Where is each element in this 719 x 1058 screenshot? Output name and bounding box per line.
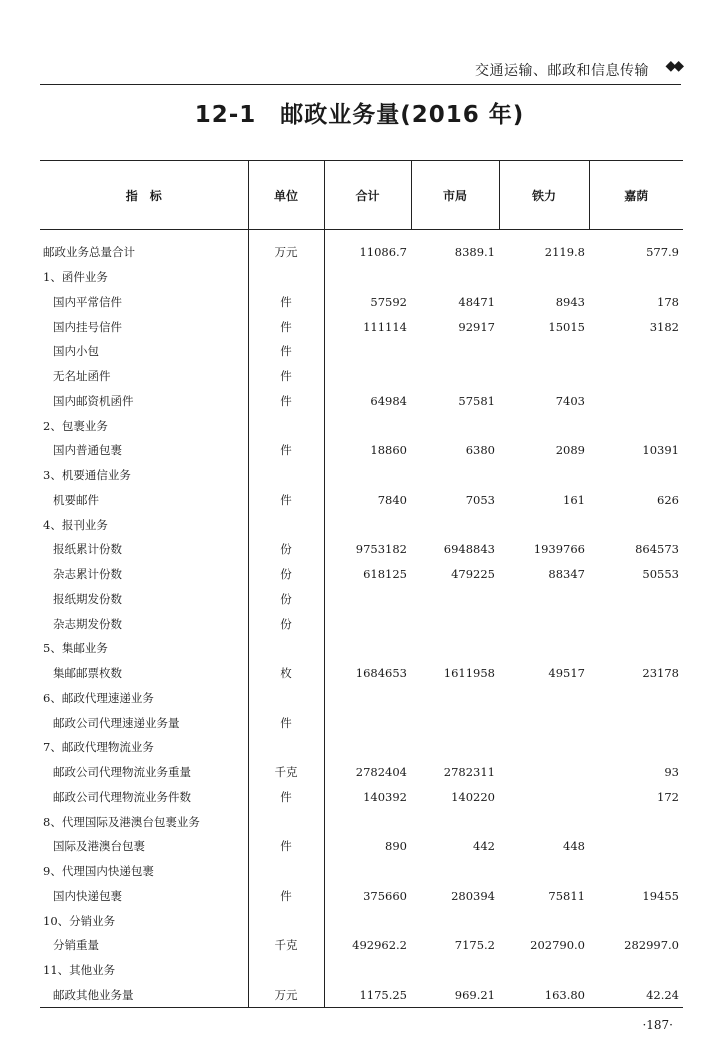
- row-tieli: 75811: [548, 888, 585, 903]
- row-city-bureau: [411, 735, 499, 760]
- row-label: 4、报刊业务: [43, 517, 108, 532]
- row-label: 邮政业务总量合计: [43, 245, 135, 260]
- table-row: [40, 809, 683, 834]
- row-unit: [248, 265, 324, 290]
- row-tieli: 7403: [555, 393, 585, 408]
- row-city-bureau: 7175.2: [454, 938, 495, 953]
- row-city-bureau: 6948843: [443, 542, 495, 557]
- row-jiayin: [589, 958, 683, 983]
- row-jiayin: [589, 389, 683, 414]
- row-tieli: 2119.8: [544, 245, 585, 260]
- row-label: 邮政其他业务量: [40, 983, 248, 1008]
- row-label: 7、邮政代理物流业务: [43, 740, 154, 755]
- row-unit: 件: [248, 488, 324, 513]
- row-city-bureau: [411, 512, 499, 537]
- row-jiayin: 10391: [642, 443, 679, 458]
- row-city-bureau: [411, 364, 499, 389]
- row-unit: 万元: [248, 983, 324, 1008]
- row-unit: 件: [248, 364, 324, 389]
- row-jiayin: [589, 364, 683, 389]
- row-label: 9、代理国内快递包裹: [43, 864, 154, 879]
- column-header-city-bureau: 市局: [411, 161, 499, 230]
- table-row: [40, 537, 683, 562]
- column-header-tieli: 铁力: [499, 161, 589, 230]
- row-total: [324, 735, 411, 760]
- row-tieli: 49517: [548, 666, 585, 681]
- column-header-unit: 单位: [248, 161, 324, 230]
- row-city-bureau: [411, 611, 499, 636]
- row-total: [324, 809, 411, 834]
- row-total: [324, 463, 411, 488]
- table-row: [40, 314, 683, 339]
- row-city-bureau: 442: [473, 839, 495, 854]
- row-total: [324, 636, 411, 661]
- row-unit: 千克: [248, 933, 324, 958]
- table-row: [40, 413, 683, 438]
- row-jiayin: 577.9: [646, 245, 679, 260]
- row-city-bureau: [411, 587, 499, 612]
- row-unit: [248, 512, 324, 537]
- statistics-table-container: [40, 160, 683, 1008]
- row-city-bureau: 48471: [458, 294, 495, 309]
- table-row: [40, 735, 683, 760]
- table-row: [40, 710, 683, 735]
- row-jiayin: [589, 339, 683, 364]
- row-label: 国际及港澳台包裹: [53, 839, 145, 854]
- row-total: 140392: [363, 789, 407, 804]
- row-tieli: [499, 339, 589, 364]
- row-total: 11086.7: [359, 245, 407, 260]
- row-jiayin: [589, 686, 683, 711]
- row-city-bureau: 2782311: [443, 765, 495, 780]
- row-tieli: [499, 413, 589, 438]
- row-jiayin: [589, 834, 683, 859]
- row-city-bureau: 6380: [465, 443, 495, 458]
- row-city-bureau: 280394: [451, 888, 495, 903]
- row-tieli: [499, 760, 589, 785]
- row-total: 7840: [377, 492, 407, 507]
- row-total: 64984: [370, 393, 407, 408]
- row-tieli: [499, 809, 589, 834]
- row-total: [324, 339, 411, 364]
- row-tieli: 163.80: [499, 983, 589, 1008]
- row-city-bureau: 1611958: [443, 666, 495, 681]
- row-city-bureau: [411, 710, 499, 735]
- row-total: 111114: [363, 319, 407, 334]
- row-label: 3、机要通信业务: [43, 468, 131, 483]
- row-label: 2、包裹业务: [43, 418, 108, 433]
- row-tieli: [499, 908, 589, 933]
- row-unit: 份: [248, 562, 324, 587]
- row-jiayin: [589, 512, 683, 537]
- row-city-bureau: [411, 686, 499, 711]
- page-number: ·187·: [642, 1018, 673, 1032]
- row-tieli: 2089: [555, 443, 585, 458]
- row-jiayin: [589, 587, 683, 612]
- row-jiayin: 626: [657, 492, 679, 507]
- row-label: 机要邮件: [53, 492, 99, 507]
- row-total: 2782404: [355, 765, 407, 780]
- row-jiayin: 50553: [642, 567, 679, 582]
- row-tieli: [499, 735, 589, 760]
- row-jiayin: [589, 809, 683, 834]
- table-row: [40, 230, 683, 265]
- table-row: [40, 636, 683, 661]
- row-total: [324, 587, 411, 612]
- row-tieli: [499, 265, 589, 290]
- row-jiayin: 23178: [642, 666, 679, 681]
- row-unit: [248, 908, 324, 933]
- table-header-row: [40, 161, 683, 230]
- table-row: [40, 884, 683, 909]
- table-row: [40, 933, 683, 958]
- row-unit: 件: [248, 834, 324, 859]
- table-row: [40, 834, 683, 859]
- row-jiayin: 42.24: [589, 983, 683, 1008]
- row-unit: 万元: [248, 230, 324, 265]
- table-row: [40, 661, 683, 686]
- row-unit: [248, 686, 324, 711]
- row-total: [324, 710, 411, 735]
- row-jiayin: 93: [664, 765, 679, 780]
- row-total: [324, 686, 411, 711]
- row-total: 1684653: [355, 666, 407, 681]
- row-label: 报纸累计份数: [53, 542, 122, 557]
- row-label: 邮政公司代理物流业务件数: [53, 789, 191, 804]
- row-total: [324, 413, 411, 438]
- row-jiayin: 3182: [649, 319, 679, 334]
- row-label: 1、函件业务: [43, 270, 108, 285]
- row-total: 18860: [370, 443, 407, 458]
- row-label: 6、邮政代理速递业务: [43, 690, 154, 705]
- row-unit: 件: [248, 339, 324, 364]
- row-unit: [248, 413, 324, 438]
- row-city-bureau: 8389.1: [454, 245, 495, 260]
- row-unit: 份: [248, 611, 324, 636]
- row-label: 报纸期发份数: [53, 591, 122, 606]
- row-tieli: [499, 785, 589, 810]
- row-unit: 份: [248, 587, 324, 612]
- column-header-indicator: 指 标: [40, 161, 248, 230]
- row-label: 无名址函件: [53, 369, 111, 384]
- row-tieli: [499, 364, 589, 389]
- row-jiayin: [589, 636, 683, 661]
- row-label: 分销重量: [53, 938, 99, 953]
- row-label: 国内挂号信件: [53, 319, 122, 334]
- row-jiayin: [589, 859, 683, 884]
- row-city-bureau: [411, 908, 499, 933]
- page-title: 12-1 邮政业务量(2016 年): [194, 102, 525, 128]
- row-city-bureau: [411, 636, 499, 661]
- row-tieli: 1939766: [533, 542, 585, 557]
- row-tieli: [499, 958, 589, 983]
- row-city-bureau: [411, 958, 499, 983]
- table-row: [40, 562, 683, 587]
- row-label: 国内平常信件: [53, 294, 122, 309]
- row-city-bureau: [411, 809, 499, 834]
- row-total: [324, 859, 411, 884]
- row-city-bureau: [411, 265, 499, 290]
- row-jiayin: [589, 611, 683, 636]
- row-label: 杂志期发份数: [53, 616, 122, 631]
- row-tieli: [499, 859, 589, 884]
- row-total: [324, 908, 411, 933]
- row-unit: 件: [248, 710, 324, 735]
- table-row: [40, 859, 683, 884]
- table-row: [40, 587, 683, 612]
- table-row: [40, 339, 683, 364]
- table-row: [40, 389, 683, 414]
- table-row: [40, 463, 683, 488]
- row-label: 邮政公司代理物流业务重量: [53, 765, 191, 780]
- row-label: 10、分销业务: [43, 913, 116, 928]
- row-label: 国内普通包裹: [53, 443, 122, 458]
- row-tieli: 88347: [548, 567, 585, 582]
- row-unit: 千克: [248, 760, 324, 785]
- row-unit: 件: [248, 389, 324, 414]
- row-jiayin: [589, 735, 683, 760]
- row-unit: 件: [248, 785, 324, 810]
- row-tieli: 8943: [555, 294, 585, 309]
- row-tieli: 15015: [548, 319, 585, 334]
- row-total: [324, 512, 411, 537]
- row-jiayin: [589, 463, 683, 488]
- row-city-bureau: 7053: [465, 492, 495, 507]
- postal-business-table: [40, 160, 683, 1008]
- row-unit: 件: [248, 438, 324, 463]
- chapter-title: 交通运输、邮政和信息传输: [475, 63, 649, 79]
- row-jiayin: 19455: [642, 888, 679, 903]
- row-unit: 件: [248, 314, 324, 339]
- row-city-bureau: 969.21: [411, 983, 499, 1008]
- row-jiayin: 282997.0: [624, 938, 679, 953]
- row-total: 890: [385, 839, 407, 854]
- row-tieli: 448: [563, 839, 585, 854]
- table-row: [40, 488, 683, 513]
- row-total: 57592: [370, 294, 407, 309]
- row-unit: [248, 958, 324, 983]
- row-tieli: [499, 686, 589, 711]
- row-total: 618125: [363, 567, 407, 582]
- running-header: [40, 56, 681, 85]
- row-city-bureau: [411, 413, 499, 438]
- row-unit: [248, 735, 324, 760]
- row-total: [324, 265, 411, 290]
- row-city-bureau: [411, 463, 499, 488]
- row-city-bureau: 57581: [458, 393, 495, 408]
- row-label: 5、集邮业务: [43, 641, 108, 656]
- table-row: [40, 785, 683, 810]
- row-unit: 件: [248, 884, 324, 909]
- row-city-bureau: 479225: [451, 567, 495, 582]
- row-city-bureau: [411, 859, 499, 884]
- table-row: [40, 290, 683, 315]
- row-total: 492962.2: [352, 938, 407, 953]
- row-total: 9753182: [355, 542, 407, 557]
- row-label: 国内小包: [53, 344, 99, 359]
- row-label: 集邮邮票枚数: [53, 666, 122, 681]
- row-tieli: [499, 611, 589, 636]
- table-row: [40, 364, 683, 389]
- row-jiayin: 864573: [635, 542, 679, 557]
- table-row: [40, 760, 683, 785]
- row-tieli: [499, 463, 589, 488]
- table-row: [40, 512, 683, 537]
- row-city-bureau: 140220: [451, 789, 495, 804]
- table-row: [40, 983, 683, 1008]
- row-jiayin: [589, 413, 683, 438]
- row-jiayin: 172: [657, 789, 679, 804]
- row-unit: [248, 809, 324, 834]
- row-jiayin: 178: [657, 294, 679, 309]
- row-total: 375660: [363, 888, 407, 903]
- column-header-total: 合计: [324, 161, 411, 230]
- table-row: [40, 611, 683, 636]
- row-jiayin: [589, 908, 683, 933]
- row-label: 邮政公司代理速递业务量: [53, 715, 180, 730]
- table-row: [40, 908, 683, 933]
- row-tieli: [499, 587, 589, 612]
- row-total: [324, 364, 411, 389]
- row-tieli: [499, 710, 589, 735]
- row-city-bureau: 92917: [458, 319, 495, 334]
- row-city-bureau: [411, 339, 499, 364]
- row-jiayin: [589, 710, 683, 735]
- row-label: 国内邮资机函件: [53, 393, 134, 408]
- diamond-ornament-icon: ◆◆: [665, 58, 681, 74]
- row-label: 11、其他业务: [43, 963, 116, 978]
- row-unit: 份: [248, 537, 324, 562]
- table-row: [40, 265, 683, 290]
- row-tieli: [499, 512, 589, 537]
- row-unit: 枚: [248, 661, 324, 686]
- row-label: 杂志累计份数: [53, 567, 122, 582]
- column-header-jiayin: 嘉荫: [589, 161, 683, 230]
- row-unit: [248, 636, 324, 661]
- row-unit: 件: [248, 290, 324, 315]
- row-label: 国内快递包裹: [53, 888, 122, 903]
- table-row: [40, 686, 683, 711]
- row-label: 8、代理国际及港澳台包裹业务: [43, 814, 200, 829]
- row-tieli: 202790.0: [530, 938, 585, 953]
- row-tieli: 161: [563, 492, 585, 507]
- row-unit: [248, 859, 324, 884]
- table-body: [40, 230, 683, 1008]
- row-unit: [248, 463, 324, 488]
- row-total: [324, 611, 411, 636]
- row-total: 1175.25: [324, 983, 411, 1008]
- row-total: [324, 958, 411, 983]
- row-jiayin: [589, 265, 683, 290]
- table-row: [40, 958, 683, 983]
- row-tieli: [499, 636, 589, 661]
- table-row: [40, 438, 683, 463]
